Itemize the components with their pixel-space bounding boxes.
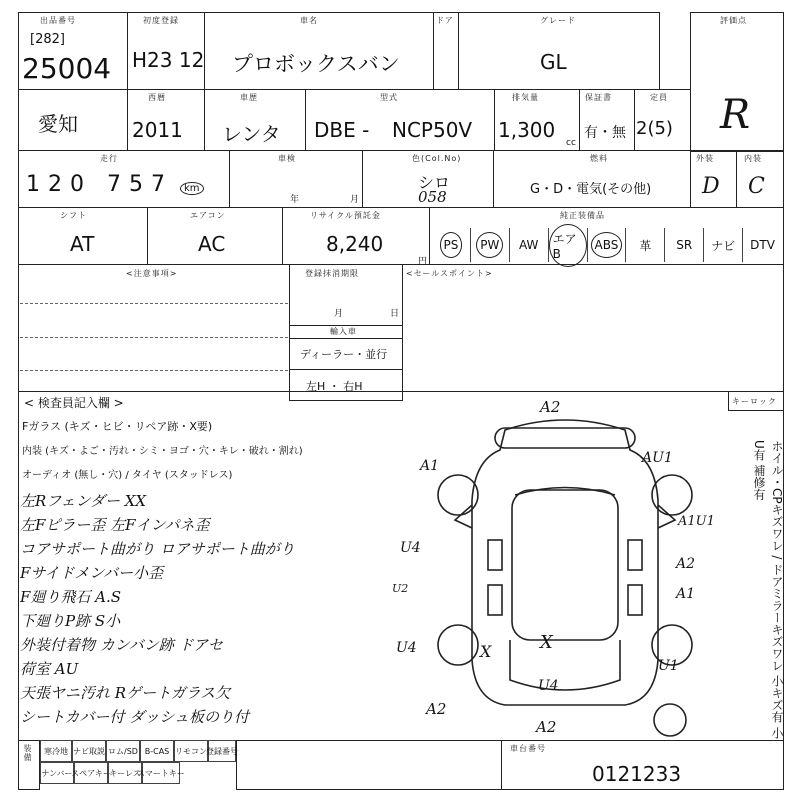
reg-day: 日 xyxy=(390,309,400,319)
mark-front: A2 xyxy=(540,398,561,416)
equipment-item: エアB xyxy=(549,228,588,262)
equipment-item: ABS xyxy=(588,228,627,262)
equipment-item: AW xyxy=(510,228,549,262)
mark-rear-left: A2 xyxy=(426,700,447,718)
score-label: 評価点 xyxy=(720,16,747,25)
interior-line: 内装 (キズ・よご・汚れ・シミ・ヨゴ・穴・キレ・破れ・割れ) xyxy=(22,446,303,457)
lot-number: 25004 xyxy=(22,52,112,85)
fuel-label: 燃料 xyxy=(590,154,608,163)
mark-rear-bumper: U4 xyxy=(538,678,559,694)
sales-point-cell xyxy=(402,264,784,392)
inspector-note: 外装付着物 カンバン跡 ドアセ xyxy=(20,636,223,654)
mileage: 120 757 xyxy=(26,172,173,197)
dashed-line xyxy=(20,337,288,338)
usage-label: 車歴 xyxy=(240,93,258,102)
inspector-note: コアサポート曲がり ロアサポート曲がり xyxy=(20,540,295,558)
caution-cell xyxy=(18,264,290,392)
option-cell: スペアキー xyxy=(74,762,108,784)
shift: AT xyxy=(70,232,95,256)
exterior-label: 外装 xyxy=(696,154,714,163)
equipment-item: SR xyxy=(665,228,704,262)
inspector-note: 下廻りP跡 S小 xyxy=(20,612,121,630)
shift-label: シフト xyxy=(60,211,87,220)
mark-front-left: A1 xyxy=(420,458,440,474)
recycle-label: リサイクル預託金 xyxy=(310,211,381,220)
option-cell: ナビ取説 xyxy=(72,740,106,762)
mark-rear-panel: X xyxy=(480,642,492,661)
lot-bracket: [282] xyxy=(30,32,65,47)
first-reg: H23 12 xyxy=(132,48,205,72)
grade: GL xyxy=(540,50,567,74)
mark-right-door1: A2 xyxy=(676,556,696,572)
import-type: ディーラー・並行 xyxy=(300,348,388,361)
inspector-note: 左Fピラー歪 左Fインパネ歪 xyxy=(20,516,210,534)
mark-right-rear: U1 xyxy=(658,658,679,674)
footer-equip-label: 装備 xyxy=(23,744,32,762)
equipment-item: PW xyxy=(471,228,510,262)
color-no: 058 xyxy=(418,188,447,206)
mark-left-door: U4 xyxy=(400,540,421,556)
reg-deadline-label: 登録抹消期限 xyxy=(305,269,359,278)
equipment-item: PS xyxy=(432,228,471,262)
mark-left-rocker: U2 xyxy=(392,582,409,595)
inspector-note: 荷室 AU xyxy=(20,660,79,678)
mark-front-right: AU1 xyxy=(642,450,673,466)
option-cell: ロム/SD xyxy=(106,740,140,762)
inspection-year: 年 xyxy=(290,195,300,205)
warranty: 有・無 xyxy=(584,125,626,141)
inspector-note: F廻り飛石 A.S xyxy=(20,588,122,606)
inspector-title: < 検査員記入欄 > xyxy=(24,396,124,410)
model-prefix: DBE - xyxy=(314,118,370,142)
option-cell: スマートキー xyxy=(142,762,180,784)
color: シロ xyxy=(418,173,451,192)
grade-label: グレード xyxy=(540,16,576,25)
caution-label: <注意事項> xyxy=(126,269,178,278)
key-lock-label: キーロック xyxy=(732,397,777,406)
inspector-note: 左Rフェンダー XX xyxy=(20,492,147,510)
area: 愛知 xyxy=(38,112,78,136)
ac: AC xyxy=(198,232,226,256)
mark-rear: A2 xyxy=(536,718,557,736)
first-reg-label: 初度登録 xyxy=(143,16,179,25)
options-row1 xyxy=(40,740,236,762)
displacement-label: 排気量 xyxy=(512,93,539,102)
chassis: 0121233 xyxy=(592,762,682,786)
glass-line: Fガラス (キズ・ヒビ・リペア跡・X要) xyxy=(22,420,213,433)
sales-point-label: <セールスポイント> xyxy=(406,269,493,278)
score: R xyxy=(720,92,751,138)
ac-label: エアコン xyxy=(190,211,226,220)
displacement: 1,300 xyxy=(498,118,556,142)
option-cell: B-CAS xyxy=(140,740,174,762)
lot-label: 出品番号 xyxy=(40,16,76,25)
model: NCP50V xyxy=(392,118,473,142)
capacity-label: 定員 xyxy=(650,93,668,102)
reg-month: 月 xyxy=(334,309,344,319)
interior: C xyxy=(748,174,765,199)
recycle-unit: 円 xyxy=(418,257,428,267)
inspection-month: 月 xyxy=(350,195,360,205)
usage: レンタ xyxy=(222,122,281,146)
mileage-unit: km xyxy=(180,182,204,195)
mark-right-fender: A1U1 xyxy=(678,514,715,529)
side-notes: ホイル・CPキズワレ / ドアミラーキズワレ 小キズ有 小U有 補修有 xyxy=(752,440,784,739)
mark-right-door2: A1 xyxy=(676,586,696,602)
footer-blank xyxy=(236,740,502,790)
mileage-label: 走行 xyxy=(100,154,118,163)
options-row2 xyxy=(40,762,185,784)
warranty-label: 保証書 xyxy=(585,93,612,102)
inspector-note: Fサイドメンバー小歪 xyxy=(20,564,164,582)
option-cell: リモコン xyxy=(174,740,208,762)
recycle: 8,240 xyxy=(326,232,384,256)
year-label: 西暦 xyxy=(148,93,166,102)
interior-label: 内装 xyxy=(744,154,762,163)
equipment-item: ナビ xyxy=(704,228,743,262)
mark-roof: X xyxy=(540,632,553,653)
car-name-label: 車名 xyxy=(300,16,318,25)
door-label: ドア xyxy=(436,16,454,25)
chassis-label: 車台番号 xyxy=(510,744,546,753)
option-cell: 登録番号 xyxy=(208,740,236,762)
dashed-line xyxy=(20,370,288,371)
equipment-list xyxy=(432,228,782,262)
exterior: D xyxy=(702,174,720,199)
audio-line: オーディオ (無し・穴) / タイヤ (スタッドレス) xyxy=(22,470,233,481)
inspection-label: 車検 xyxy=(278,154,296,163)
year: 2011 xyxy=(132,118,183,142)
option-cell: ナンバー xyxy=(40,762,74,784)
inspector-note: シートカバー付 ダッシュ板のり付 xyxy=(20,708,250,726)
option-cell: 寒冷地 xyxy=(40,740,72,762)
inspector-note: 天張ヤニ汚れ Rゲートガラス欠 xyxy=(20,684,231,702)
car-name: プロボックスバン xyxy=(232,52,400,76)
capacity: 2(5) xyxy=(636,118,673,139)
handle: 左H ・ 右H xyxy=(306,380,363,393)
model-label: 型式 xyxy=(380,93,398,102)
dashed-line xyxy=(20,303,288,304)
color-label: 色(Col.No) xyxy=(412,154,462,163)
equipment-item: 革 xyxy=(626,228,665,262)
equipment-label: 純正装備品 xyxy=(560,211,605,220)
fuel: G・D・電気(その他) xyxy=(530,182,652,197)
option-cell: キーレス xyxy=(108,762,142,784)
displacement-unit: cc xyxy=(566,138,576,148)
equipment-item: DTV xyxy=(750,238,775,252)
mark-left-rear: U4 xyxy=(396,640,417,656)
import-label: 輸入車 xyxy=(330,327,357,336)
